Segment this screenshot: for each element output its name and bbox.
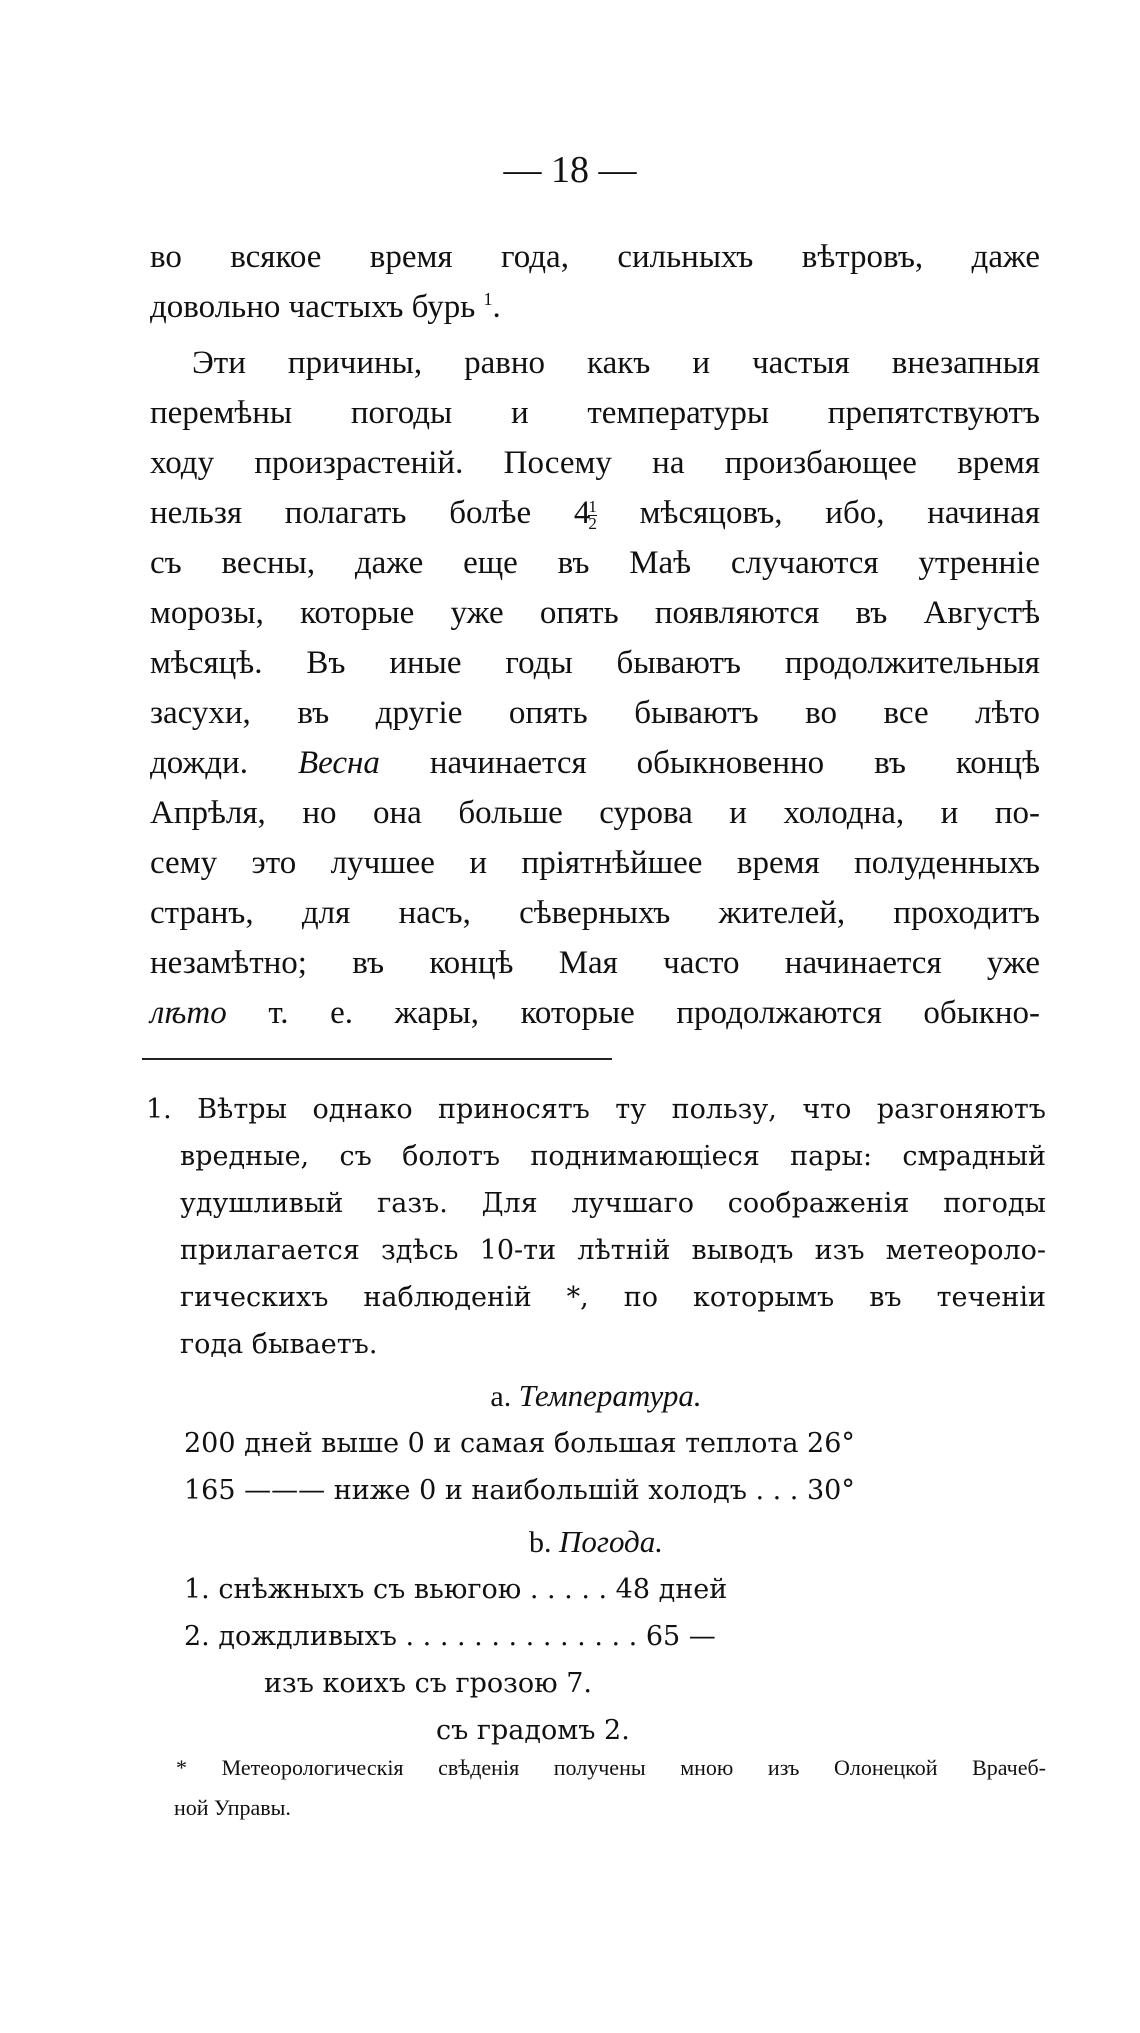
footnote-line: вредные, съ болотъ поднимающіеся пары: смрадный <box>180 1141 1046 1172</box>
footnote-line: удушливый газъ. Для лучшаго соображенія погоды <box>180 1188 1046 1219</box>
text-fragment: начинается обыкновенно въ концѣ <box>379 745 1041 781</box>
page-number: — 18 — <box>503 149 637 191</box>
footnote-separator <box>142 1058 612 1060</box>
note-line: * Метеорологическія свѣденія получены мною изъ Олонецкой Врачеб- <box>176 1755 1046 1780</box>
text-fragment: мѣсяцовъ, ибо, начиная <box>596 495 1040 531</box>
main-text <box>150 232 1040 1038</box>
text-line: мѣсяцѣ. Въ иные годы бываютъ продолжительныя <box>150 645 1040 681</box>
fraction-denominator: 2 <box>588 513 597 533</box>
footnote-line: 1. Вѣтры однако приносятъ ту пользу, что разгоняютъ <box>146 1094 1046 1125</box>
temperature-row: 200 дней выше 0 и самая большая теплота 26° <box>184 1428 855 1459</box>
text-line: ходу произрастеній. Посему на произбающее время <box>150 445 1040 481</box>
text-line: Эти причины, равно какъ и частыя внезапныя <box>192 345 1040 381</box>
footnote <box>146 1086 1046 1754</box>
text-line: съ весны, даже еще въ Маѣ случаются утренніе <box>150 545 1040 581</box>
section-heading-temperature <box>146 1372 1046 1420</box>
text-line: сему это лучшее и пріятнѣйшее время полуденныхъ <box>150 845 1040 881</box>
section-title: Погода. <box>558 1524 663 1559</box>
weather-subrow: съ градомъ 2. <box>436 1715 630 1746</box>
text-fragment: т. е. жары, которые продолжаются обыкно- <box>226 995 1040 1031</box>
text-fragment: дожди. <box>150 745 298 781</box>
temperature-row: 165 ——— ниже 0 и наибольшій холодъ . . . 30° <box>184 1475 855 1506</box>
text-line: незамѣтно; въ концѣ Мая часто начинается уже <box>150 945 1040 981</box>
fraction-numerator: 1 <box>588 496 597 516</box>
text-fragment: нельзя полагать болѣе 4 <box>150 495 591 531</box>
italic-term: лѣто <box>150 995 227 1031</box>
fraction <box>588 496 597 533</box>
weather-subrow: изъ коихъ съ грозою 7. <box>264 1668 592 1699</box>
text-line: странъ, для насъ, сѣверныхъ жителей, проходитъ <box>150 895 1040 931</box>
text-line <box>150 282 1040 332</box>
text-line <box>150 738 1040 788</box>
footnote-line: гическихъ наблюденій *, по которымъ въ теченіи <box>180 1282 1046 1313</box>
meteo-source-note <box>176 1748 1046 1828</box>
italic-term: Весна <box>297 745 380 781</box>
footnote-line: года бываетъ. <box>180 1329 378 1360</box>
weather-row: 2. дождливыхъ . . . . . . . . . . . . . . 65 — <box>184 1621 716 1652</box>
footnote-marker: 1 <box>483 289 493 309</box>
weather-row: 1. снѣжныхъ съ вьюгою . . . . . 48 дней <box>184 1574 728 1605</box>
text-fragment: . <box>492 289 501 325</box>
note-line: ной Управы. <box>174 1795 291 1820</box>
text-line: во всякое время года, сильныхъ вѣтровъ, даже <box>150 239 1040 275</box>
section-heading-weather <box>146 1518 1046 1566</box>
section-title: Температура. <box>518 1378 702 1413</box>
section-letter: b. <box>528 1526 552 1559</box>
footnote-line: прилагается здѣсь 10-ти лѣтній выводъ изъ метеороло- <box>180 1235 1046 1266</box>
text-fragment: довольно частыхъ бурь <box>150 289 476 325</box>
section-letter: a. <box>490 1380 512 1413</box>
text-line <box>150 488 1040 538</box>
text-line: Апрѣля, но она больше сурова и холодна, и по- <box>150 795 1040 831</box>
text-line: морозы, которые уже опять появляются въ Августѣ <box>150 595 1040 631</box>
text-line: засухи, въ другіе опять бываютъ во все лѣто <box>150 695 1040 731</box>
text-line: перемѣны погоды и температуры препятствуютъ <box>150 395 1040 431</box>
text-line <box>150 988 1040 1038</box>
